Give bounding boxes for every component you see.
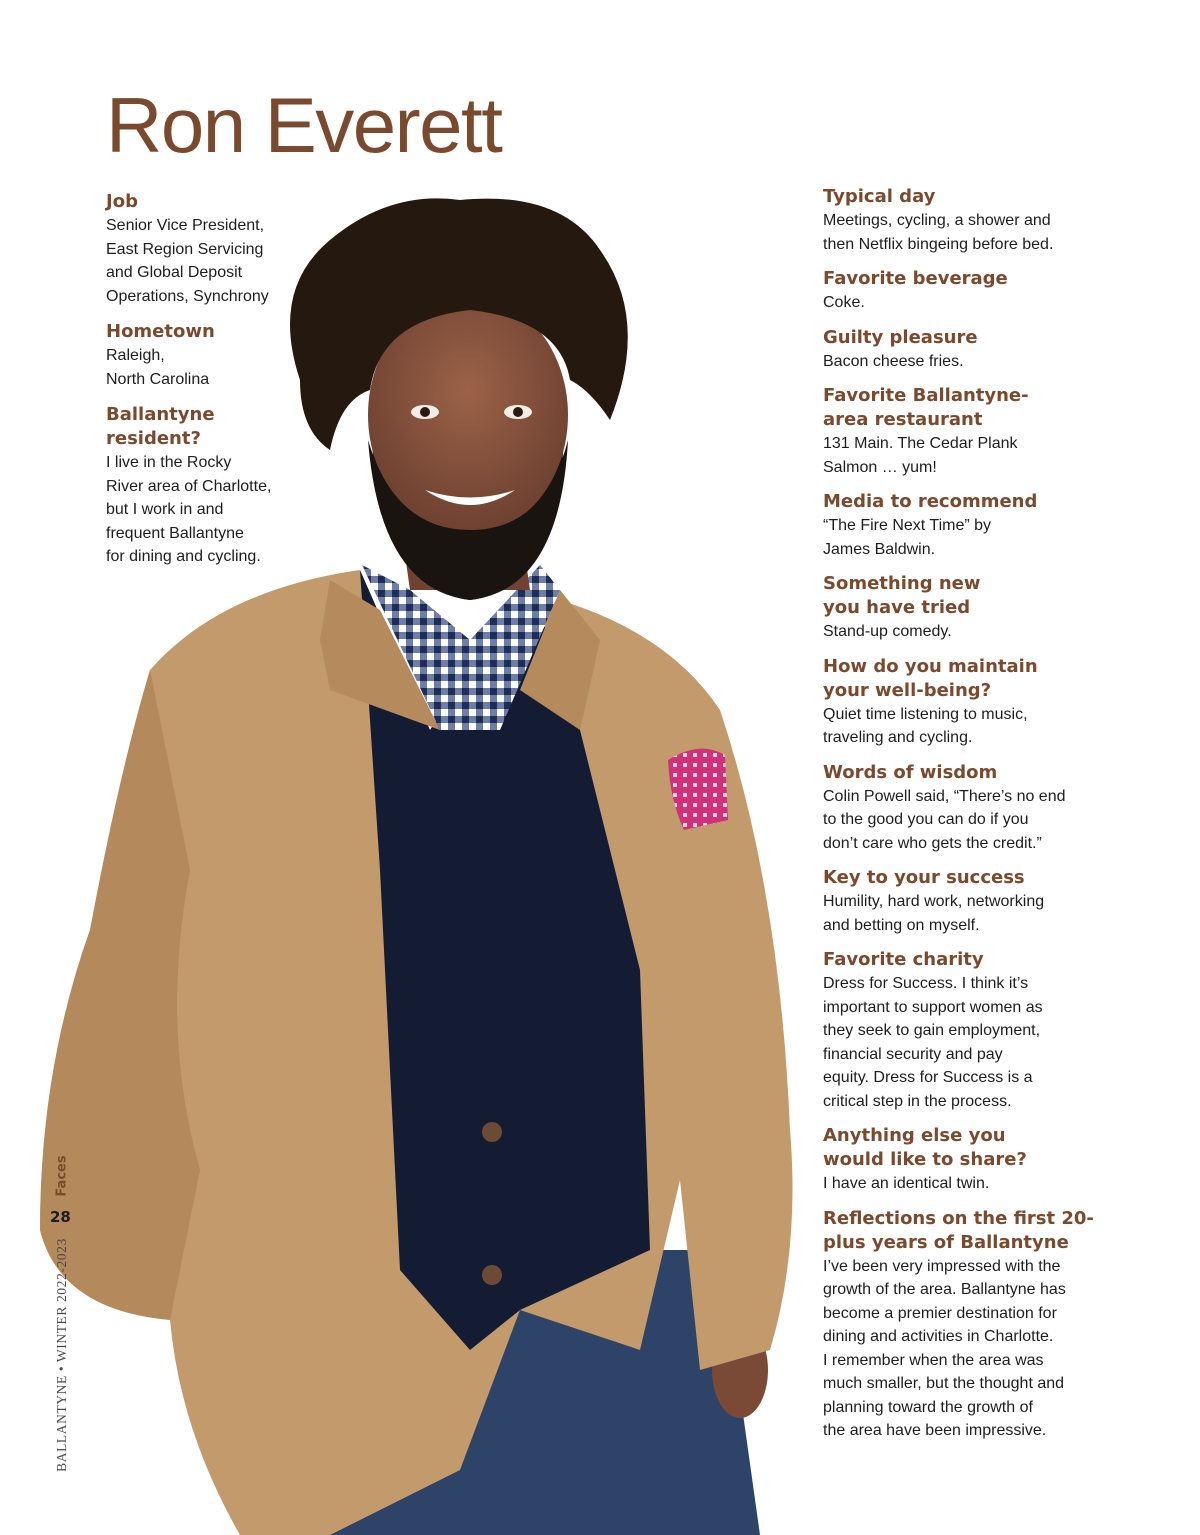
qa-anything-else xyxy=(823,1124,1098,1196)
answer-favorite-restaurant: 131 Main. The Cedar Plank Salmon … yum! xyxy=(823,435,1018,476)
question-words-of-wisdom: Words of wisdom xyxy=(823,761,998,783)
question-key-to-success: Key to your success xyxy=(823,867,1025,888)
qa-favorite-beverage xyxy=(823,267,1098,315)
qa-well-being xyxy=(823,655,1098,750)
qa-key-to-success xyxy=(823,866,1098,937)
question-something-new: Something new you have tried xyxy=(823,573,981,618)
question-favorite-beverage: Favorite beverage xyxy=(823,268,1008,289)
question-favorite-charity: Favorite charity xyxy=(823,949,984,970)
qa-media xyxy=(823,490,1098,561)
answer-hometown: Raleigh, North Carolina xyxy=(106,347,210,388)
question-typical-day: Typical day xyxy=(823,186,936,207)
answer-favorite-charity: Dress for Success. I think it’s important to support women as they seek to gain employment, financial security and pay equity. Dress for Success is a critical step in the process. xyxy=(823,975,1043,1110)
answer-reflections: I’ve been very impressed with the growth of the area. Ballantyne has become a premier destination for dining and activities in Charlotte. I remember when the area was much smaller, but the thought and planning toward the growth of the area have been impressive. xyxy=(823,1257,1066,1439)
qa-favorite-charity xyxy=(823,948,1098,1113)
answer-well-being: Quiet time listening to music, traveling and cycling. xyxy=(823,705,1028,746)
page-number: 28 xyxy=(50,1208,71,1226)
left-qa-column xyxy=(106,190,316,581)
answer-job: Senior Vice President, East Region Servicing and Global Deposit Operations, Synchrony xyxy=(106,217,269,305)
answer-key-to-success: Humility, hard work, networking and betting on myself. xyxy=(823,893,1045,934)
answer-something-new: Stand-up comedy. xyxy=(823,623,952,640)
question-media: Media to recommend xyxy=(823,491,1038,512)
page-title: Ron Everett xyxy=(106,81,502,169)
question-well-being: How do you maintain your well-being? xyxy=(823,655,1038,701)
qa-typical-day xyxy=(823,185,1098,256)
qa-job xyxy=(106,190,316,308)
answer-ballantyne-resident: I live in the Rocky River area of Charlotte, but I work in and frequent Ballantyne for dining and cycling. xyxy=(106,454,272,565)
answer-anything-else: I have an identical twin. xyxy=(823,1175,990,1192)
question-ballantyne-resident: Ballantyne resident? xyxy=(106,404,215,449)
question-anything-else: Anything else you would like to share? xyxy=(823,1125,1027,1170)
magazine-footer: BALLANTYNE • WINTER 2022-2023 xyxy=(54,1238,69,1472)
qa-favorite-restaurant xyxy=(823,384,1098,479)
qa-something-new xyxy=(823,572,1098,644)
question-reflections: Reflections on the first 20- plus years of Ballantyne xyxy=(823,1207,1094,1253)
answer-media: “The Fire Next Time” by James Baldwin. xyxy=(823,517,992,558)
qa-words-of-wisdom xyxy=(823,761,1098,856)
right-qa-column xyxy=(823,185,1098,1454)
qa-ballantyne-resident xyxy=(106,403,316,569)
answer-words-of-wisdom: Colin Powell said, “There’s no end to the good you can do if you don’t care who gets the credit.” xyxy=(823,787,1066,852)
section-label: Faces xyxy=(54,1155,70,1197)
answer-guilty-pleasure: Bacon cheese fries. xyxy=(823,352,964,370)
qa-reflections xyxy=(823,1207,1098,1443)
answer-typical-day: Meetings, cycling, a shower and then Netflix bingeing before bed. xyxy=(823,212,1054,253)
question-favorite-restaurant: Favorite Ballantyne- area restaurant xyxy=(823,385,1029,430)
answer-favorite-beverage: Coke. xyxy=(823,294,865,311)
question-job: Job xyxy=(106,191,138,212)
qa-hometown xyxy=(106,320,316,391)
question-hometown: Hometown xyxy=(106,321,215,342)
qa-guilty-pleasure xyxy=(823,326,1098,374)
question-guilty-pleasure: Guilty pleasure xyxy=(823,326,978,348)
